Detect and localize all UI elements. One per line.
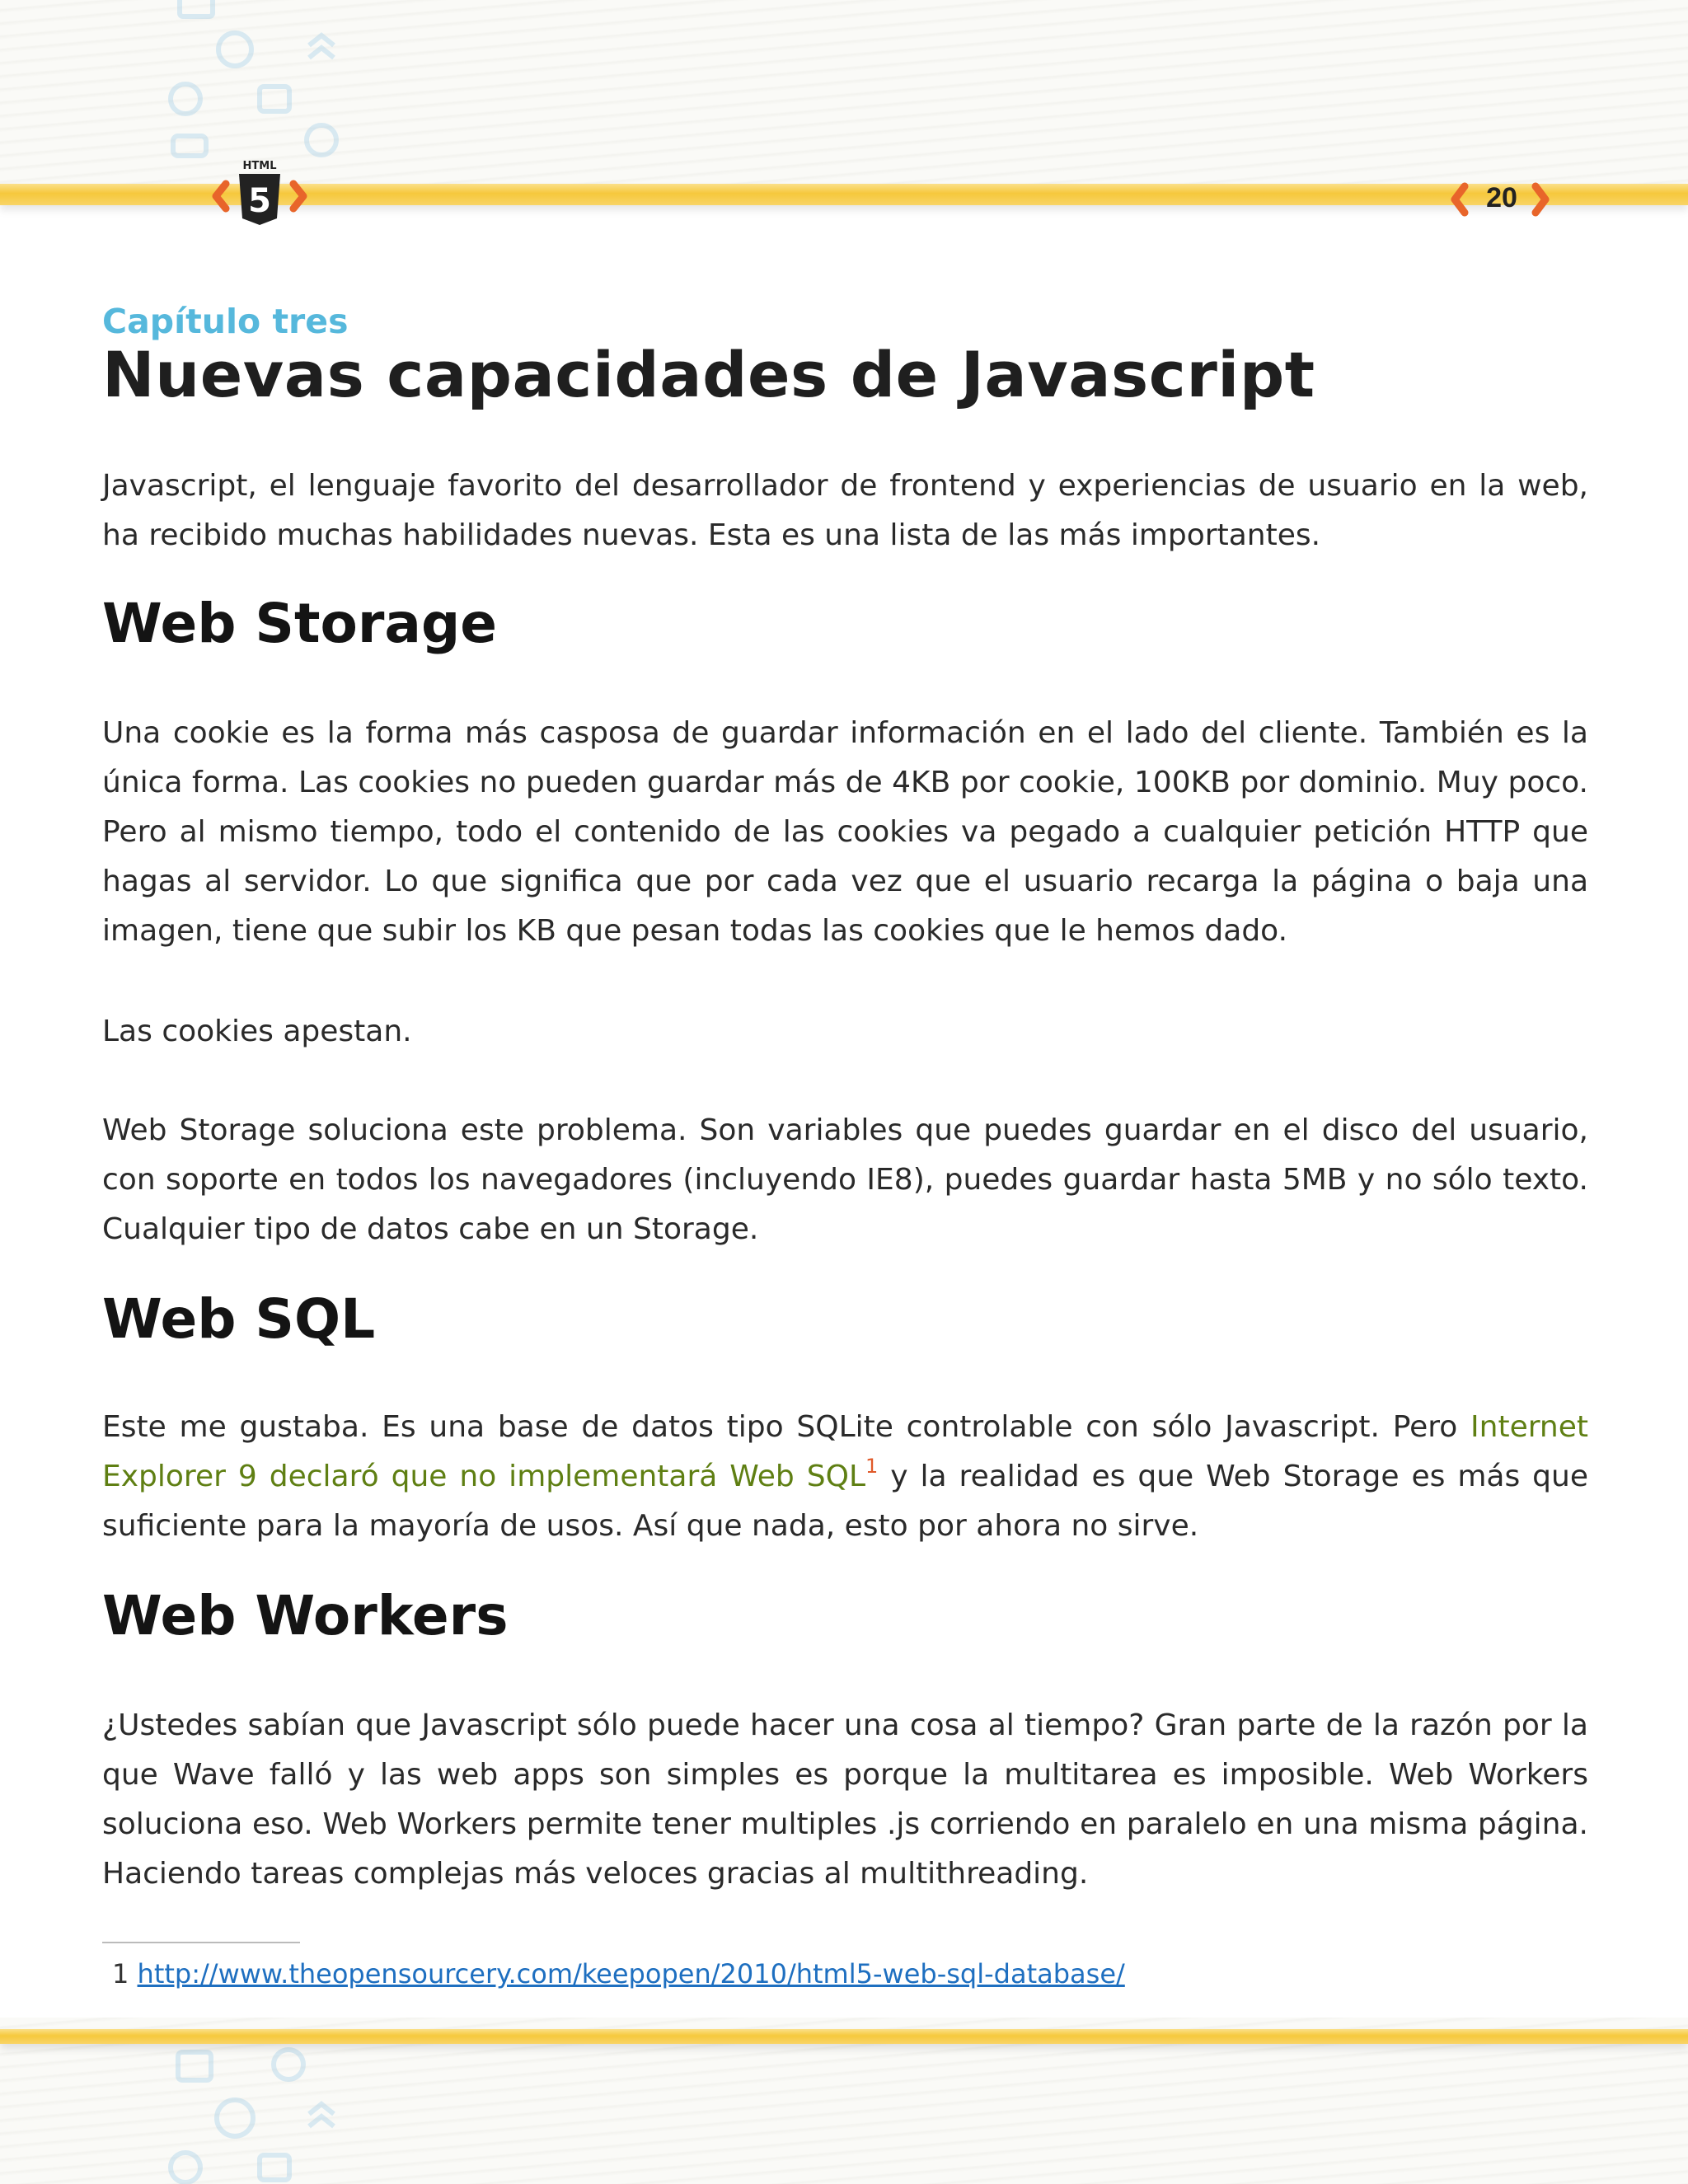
device-icon (307, 125, 336, 155)
footnote-mark[interactable]: 1 (865, 1455, 879, 1478)
intro-paragraph: Javascript, el lenguaje favorito del desarrollador de frontend y experiencias de usuario en la web, ha recibido muchas habilidades nuevas. Esta es una lista de las más importantes. (102, 469, 1588, 552)
device-icon (178, 2052, 211, 2080)
decorative-icons-bottom (157, 2044, 371, 2184)
wifi-icon (309, 2104, 334, 2126)
footnote-url-link[interactable]: http://www.theopensourcery.com/keepopen/2010/html5-web-sql-database/ (137, 1958, 1125, 1990)
chapter-label: Capítulo tres (102, 302, 349, 341)
browser-icon (217, 2100, 253, 2136)
svg-text:HTML: HTML (242, 160, 277, 172)
browser-icon (218, 33, 251, 66)
chat-icon (274, 2050, 303, 2079)
web-workers-paragraph: ¿Ustedes sabían que Javascript sólo puede hacer una cosa al tiempo? Gran parte de la razón por la que Wave falló y las web apps son simples es porque la multitarea es imposible. Web Workers soluciona eso. Web Workers permite tener multiples .js corriendo en paralelo en una misma página. Haciendo tareas complejas más veloces gracias al multithreading. (102, 1708, 1588, 1891)
gear-icon (171, 84, 200, 114)
page-number: 20 (1486, 182, 1517, 213)
web-storage-paragraph-1: Una cookie es la forma más casposa de guardar información en el lado del cliente. También es la única forma. Las cookies no pueden guardar más de 4KB por cookie, 100KB por dominio. Muy poco. Pero al mismo tiempo, todo el contenido de las cookies va pegado a cualquier petición HTTP que hagas al servidor. Lo que significa que por cada vez que el usuario recarga la página o baja una imagen, tiene que subir los KB que pesan todas las cookies que le hemos dado. (102, 716, 1588, 948)
chevron-left-icon (216, 184, 226, 209)
connectivity-icon (260, 87, 289, 111)
section-heading-web-workers: Web Workers (102, 1584, 509, 1647)
web-storage-paragraph-2: Las cookies apestan. (102, 1015, 412, 1048)
web-sql-paragraph (102, 1403, 1588, 1551)
footnote (112, 1953, 1125, 1994)
chat-icon (173, 136, 206, 156)
footnote-divider (102, 1942, 300, 1943)
web-sql-text-before: Este me gustaba. Es una base de datos tipo SQLite controlable con sólo Javascript. Pero (102, 1410, 1471, 1444)
gear-icon (171, 2153, 200, 2182)
wifi-icon (309, 35, 334, 58)
section-heading-web-storage: Web Storage (102, 592, 497, 655)
device-icon (180, 0, 213, 16)
html5-logo-icon (206, 152, 313, 231)
web-sql-text-after: y la realidad es que Web Storage es más que suficiente para la mayoría de usos. Así que nada, esto por ahora no sirve. (102, 1460, 1588, 1543)
footnote-number: 1 (112, 1958, 129, 1990)
chevron-right-icon (1536, 186, 1545, 213)
ie9-web-sql-link[interactable]: Internet Explorer 9 declaró que no implementará Web SQL (102, 1410, 1588, 1493)
footer-rule (0, 2029, 1688, 2044)
svg-text:5: 5 (248, 182, 271, 220)
web-storage-paragraph-3: Web Storage soluciona este problema. Son variables que puedes guardar en el disco del usuario, con soporte en todos los navegadores (incluyendo IE8), puedes guardar hasta 5MB y no sólo texto. Cualquier tipo de datos cabe en un Storage. (102, 1113, 1588, 1246)
chevron-left-icon (1455, 186, 1465, 213)
section-heading-web-sql: Web SQL (102, 1287, 376, 1351)
chapter-title: Nuevas capacidades de Javascript (102, 338, 1315, 411)
device-icon (260, 2155, 289, 2180)
chevron-right-icon (293, 184, 303, 209)
